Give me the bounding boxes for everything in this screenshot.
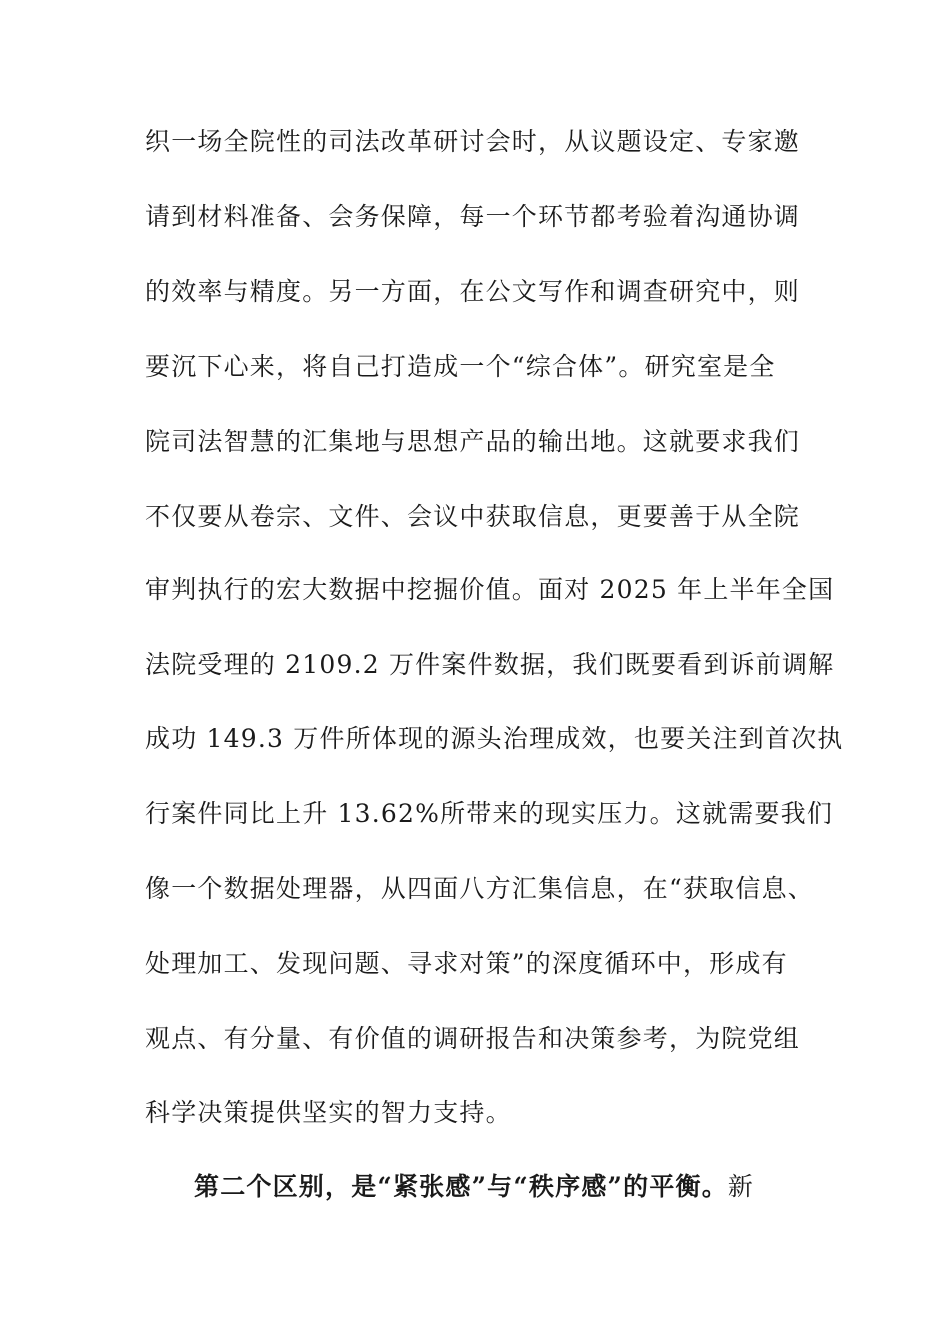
paragraph-line: 要沉下心来，将自己打造成一个“综合体”。研究室是全: [145, 352, 776, 381]
paragraph-line: 处理加工、发现问题、寻求对策”的深度循环中，形成有: [145, 949, 788, 978]
paragraph-line: 不仅要从卷宗、文件、会议中获取信息，更要善于从全院: [145, 502, 801, 531]
paragraph-line: 请到材料准备、会务保障，每一个环节都考验着沟通协调: [145, 202, 801, 231]
paragraph-line: 法院受理的 2109.2 万件案件数据，我们既要看到诉前调解: [145, 650, 835, 679]
paragraph-line: 织一场全院性的司法改革研讨会时，从议题设定、专家邀: [145, 127, 801, 156]
paragraph-line: 像一个数据处理器，从四面八方汇集信息，在“获取信息、: [145, 874, 814, 903]
paragraph-line: 院司法智慧的汇集地与思想产品的输出地。这就要求我们: [145, 427, 801, 456]
paragraph-line: 审判执行的宏大数据中挖掘价值。面对 2025 年上半年全国: [145, 575, 835, 604]
section-heading-bold: 第二个区别，是“紧张感”与“秩序感”的平衡。: [194, 1172, 728, 1201]
paragraph-line: 观点、有分量、有价值的调研报告和决策参考，为院党组: [145, 1024, 801, 1053]
paragraph-line: 的效率与精度。另一方面，在公文写作和调查研究中，则: [145, 277, 801, 306]
section-heading-continuation: 新: [727, 1172, 755, 1201]
section-heading-line: [194, 1167, 864, 1207]
paragraph-line: 成功 149.3 万件所体现的源头治理成效，也要关注到首次执: [145, 724, 844, 753]
paragraph-line: 科学决策提供坚实的智力支持。: [145, 1098, 512, 1127]
paragraph-line: 行案件同比上升 13.62%所带来的现实压力。这就需要我们: [145, 799, 834, 828]
